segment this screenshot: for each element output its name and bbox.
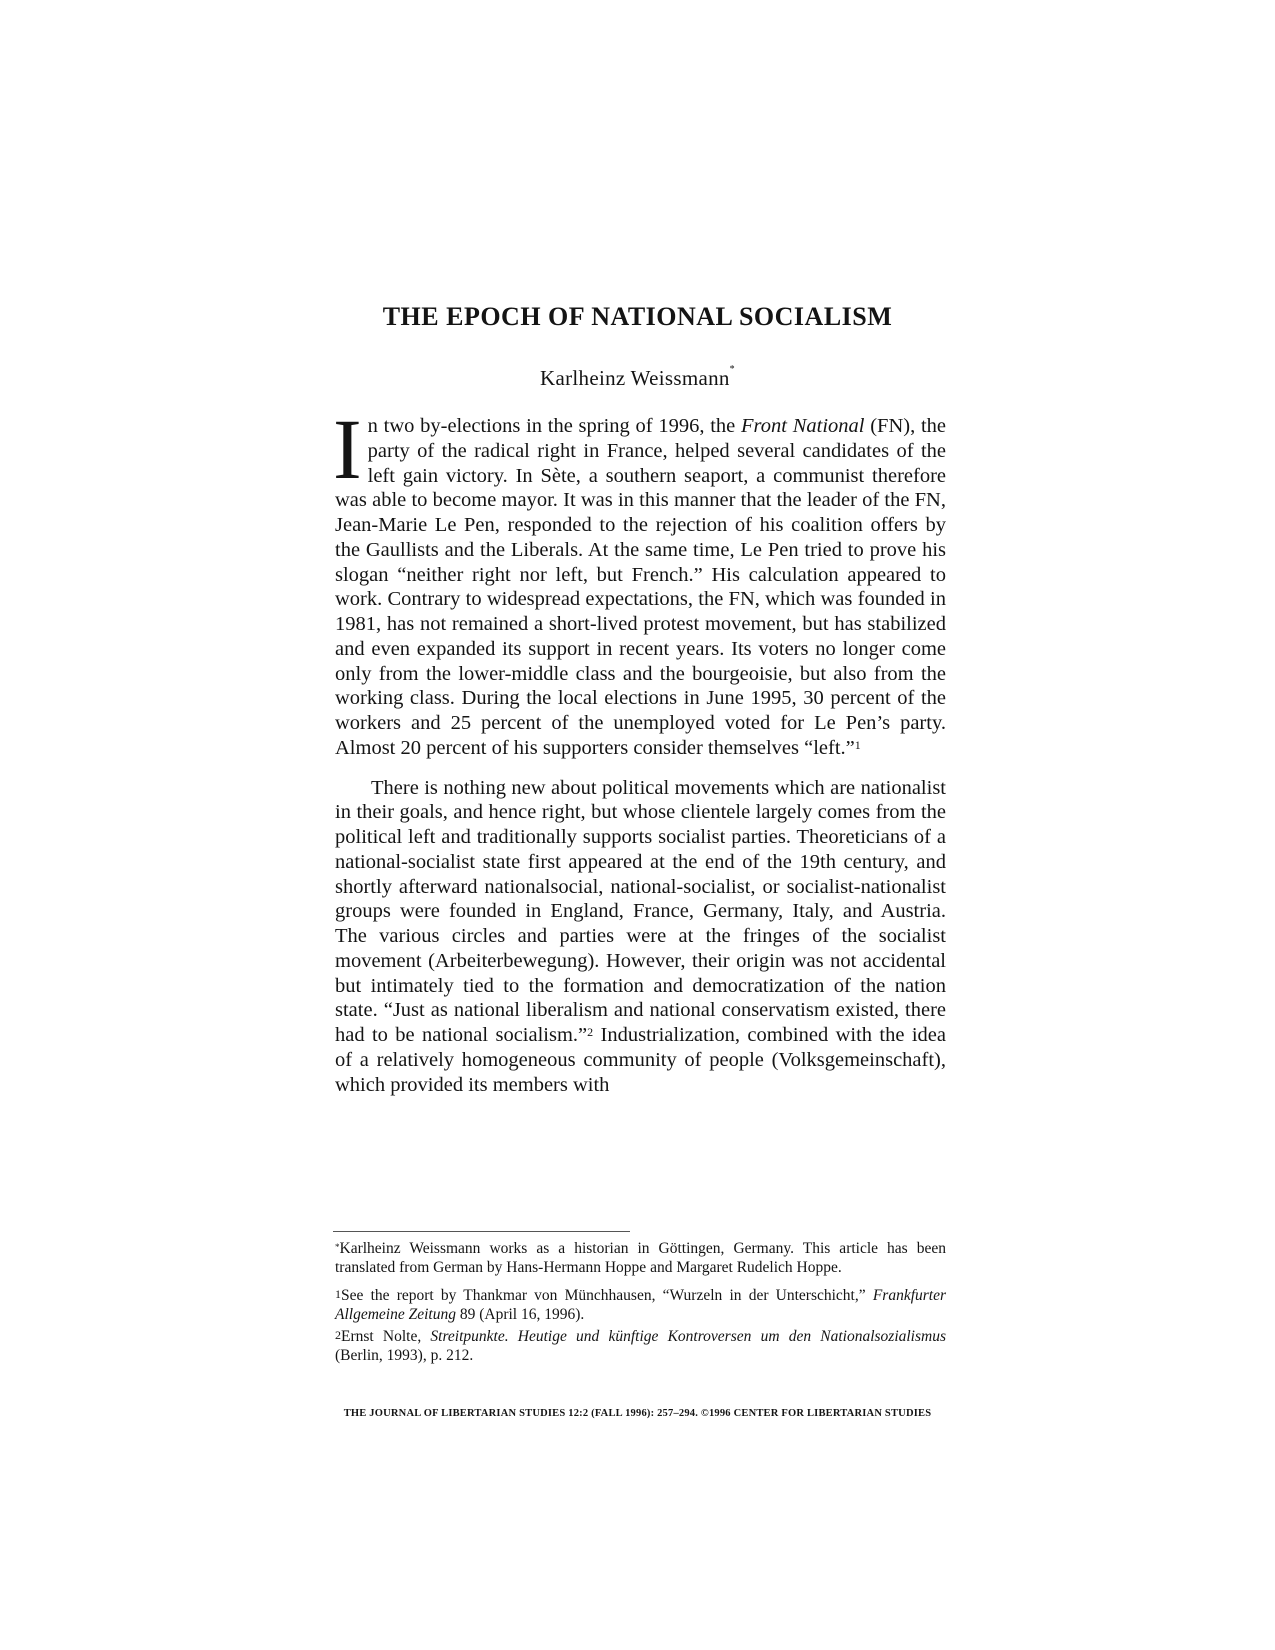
footnote-author-marker: *: [335, 1242, 340, 1252]
footnote-1-text-b: 89 (April 16, 1996).: [455, 1306, 585, 1324]
footnote-1: [335, 1287, 946, 1324]
footnote-1-italic: Frankfurter Allgemeine Zeitung: [335, 1287, 946, 1324]
footnote-author-text: Karlheinz Weissmann works as a historian in Göttingen, Germany. This article has been translated from German by Hans-Hermann Hoppe and Margaret Rudelich Hoppe.: [335, 1240, 946, 1276]
footnote-separator: [333, 1231, 630, 1232]
author-footnote-marker: *: [729, 364, 735, 375]
paragraph-2: [335, 776, 946, 1098]
footnote-2: [335, 1328, 946, 1365]
footnote-author: [335, 1240, 946, 1277]
footnotes: [335, 1240, 946, 1365]
journal-running-footer: THE JOURNAL OF LIBERTARIAN STUDIES 12:2 (FALL 1996): 257–294. ©1996 CENTER FOR LIBERTARIAN STUDIES: [343, 1408, 932, 1419]
article-body: [333, 401, 947, 1097]
author-name: Karlheinz Weissmann: [540, 366, 730, 390]
paragraph-2-text-b: Industrialization, combined with the idea of a relatively homogeneous community of people (Volksgemeinschaft), which provided its members with: [335, 1024, 946, 1096]
paragraph-2-text-a: There is nothing new about political movements which are nationalist in their goals, and hence right, but whose clientele largely comes from the political left and traditionally supports socialist parties. Theoreticians of a national-socialist state first appeared at the end of the 19th century, and shortly afterward nationalsocial, national-socialist, or socialist-nationalist groups were founded in England, France, Germany, Italy, and Austria. The various circles and parties were at the fringes of the socialist movement (Arbeiterbewegung). However, their origin was not accidental but intimately tied to the formation and democratization of the nation state. “Just as national liberalism and national conservatism existed, there had to be national socialism.”: [335, 776, 946, 1046]
footnote-1-marker: 1: [335, 1287, 341, 1302]
article-title: THE EPOCH OF NATIONAL SOCIALISM: [382, 302, 893, 331]
paragraph-1-text-b: (FN), the party of the radical right in France, helped several candidates of the left gain victory. In Sète, a southern seaport, a communist therefore was able to become mayor. It was in this manner that the leader of the FN, Jean-Marie Le Pen, responded to the rejection of his coalition offers by the Gaullists and the Liberals. At the same time, Le Pen tried to prove his slogan “neither right nor left, but French.” His calculation appeared to work. Contrary to widespread expectations, the FN, which was founded in 1981, has not remained a short-lived protest movement, but has stabilized and even expanded its support in recent years. Its voters no longer come only from the lower-middle class and the bourgeoisie, but also from the working class. During the local elections in June 1995, 30 percent of the workers and 25 percent of the unemployed voted for Le Pen’s party. Almost 20 percent of his supporters consider themselves “left.”: [335, 415, 947, 759]
footnote-ref-1: 1: [854, 737, 861, 752]
footnote-2-text-b: (Berlin, 1993), p. 212.: [335, 1346, 474, 1364]
front-national-italic: Front National: [741, 415, 865, 437]
author-line: [0, 366, 1275, 391]
paragraph-1-text-a: n two by-elections in the spring of 1996, the: [367, 415, 742, 437]
drop-cap: I: [333, 401, 362, 497]
footnote-ref-2: 2: [587, 1025, 594, 1039]
footnote-2-text-a: Ernst Nolte,: [341, 1327, 431, 1345]
footnote-1-text-a: See the report by Thankmar von Münchhausen, “Wurzeln in der Unterschicht,”: [341, 1287, 873, 1305]
paragraph-1: [333, 401, 947, 761]
footnote-2-marker: 2: [335, 1327, 341, 1342]
footnote-2-italic: Streitpunkte. Heutige und künftige Kontroversen um den Nationalsozialismus: [430, 1327, 946, 1345]
